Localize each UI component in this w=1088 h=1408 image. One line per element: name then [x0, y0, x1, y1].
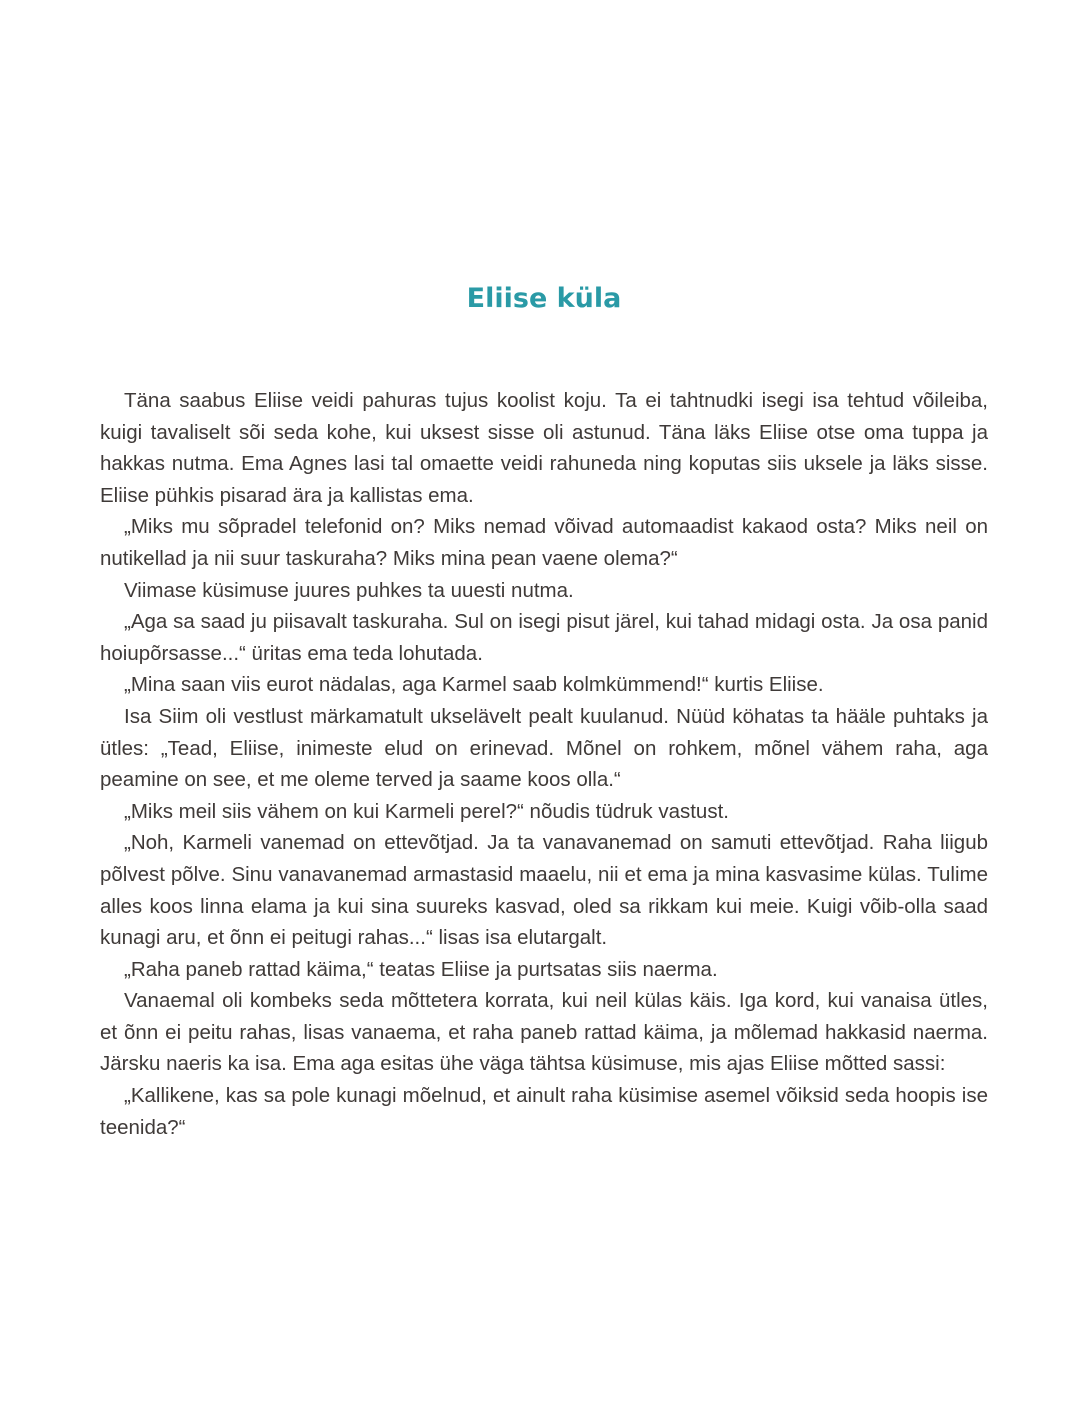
- paragraph: Täna saabus Eliise veidi pahuras tujus koolist koju. Ta ei tahtnudki isegi isa tehtud võileiba, kuigi tavaliselt sõi seda kohe, kui uksest sisse oli astunud. Täna läks Eliise otse oma tuppa ja hakkas nutma. Ema Agnes lasi tal omaette veidi rahuneda ning koputas siis uksele ja läks sisse. Eliise pühkis pisarad ära ja kallistas ema.: [100, 389, 988, 507]
- paragraph: „Kallikene, kas sa pole kunagi mõelnud, et ainult raha küsimise asemel võiksid seda hoopis ise teenida?“: [100, 1084, 988, 1139]
- paragraph: „Raha paneb rattad käima,“ teatas Eliise ja purtsatas siis naerma.: [124, 957, 718, 981]
- paragraph: „Noh, Karmeli vanemad on ettevõtjad. Ja ta vanavanemad on samuti ettevõtjad. Raha liigub põlvest põlve. Sinu vanavanemad armastasid maaelu, nii et ema ja mina kasvasime külas. Tulime alles koos linna elama ja kui sina suureks kasvad, oled sa rikkam kui meie. Kuigi võib-olla saad kunagi aru, et õnn ei peitugi rahas...“ lisas isa elutargalt.: [100, 831, 988, 950]
- paragraph: Isa Siim oli vestlust märkamatult ukselävelt pealt kuulanud. Nüüd köhatas ta hääle puhtaks ja ütles: „Tead, Eliise, inimeste elud on erinevad. Mõnel on rohkem, mõnel vähem raha, aga peamine on see, et me oleme terved ja saame koos olla.“: [100, 704, 988, 792]
- story-body: [100, 385, 988, 1143]
- paragraph: Vanaemal oli kombeks seda mõttetera korrata, kui neil külas käis. Iga kord, kui vanaisa ütles, et õnn ei peitu rahas, lisas vanaema, et raha paneb rattad käima, ja mõlemad hakkasid naerma. Järsku naeris ka isa. Ema aga esitas ühe väga tähtsa küsimuse, mis ajas Eliise mõtted sassi:: [100, 989, 988, 1076]
- paragraph: „Mina saan viis eurot nädalas, aga Karmel saab kolmkümmend!“ kurtis Eliise.: [124, 673, 824, 697]
- paragraph: „Aga sa saad ju piisavalt taskuraha. Sul on isegi pisut järel, kui tahad midagi osta. Ja osa panid hoiupõrsasse...“ üritas ema teda lohutada.: [100, 610, 988, 665]
- paragraph: „Miks meil siis vähem on kui Karmeli perel?“ nõudis tüdruk vastust.: [124, 799, 729, 823]
- paragraph: „Miks mu sõpradel telefonid on? Miks nemad võivad automaadist kakaod osta? Miks neil on nutikellad ja nii suur taskuraha? Miks mina pean vaene olema?“: [100, 515, 988, 570]
- paragraph: Viimase küsimuse juures puhkes ta uuesti nutma.: [124, 578, 574, 602]
- story-title: Eliise küla: [466, 283, 622, 314]
